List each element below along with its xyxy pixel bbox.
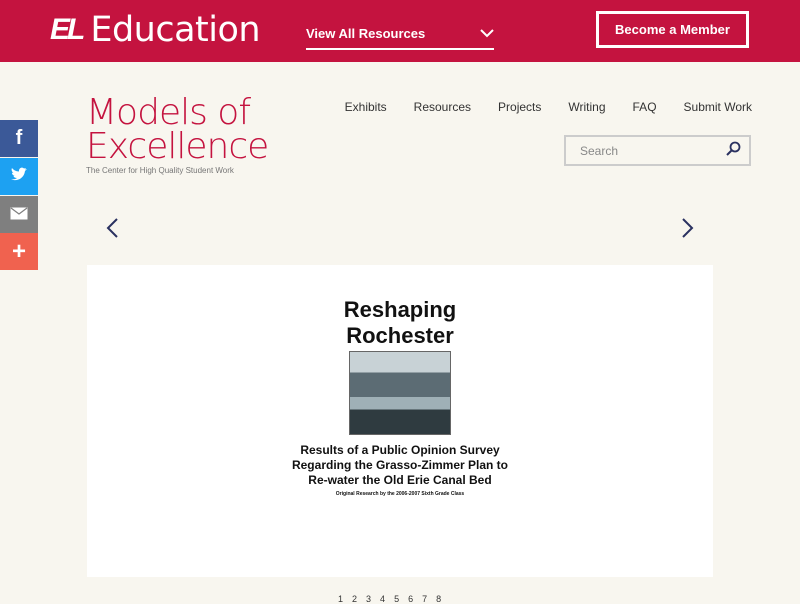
page-6[interactable]: 6 [408, 594, 414, 604]
document-credit: Original Research by the 2006-2007 Sixth Grade Class [335, 491, 465, 497]
search-placeholder: Search [580, 143, 619, 158]
view-all-resources-dropdown[interactable] [306, 22, 494, 50]
email-share-button[interactable] [0, 196, 38, 233]
twitter-icon [10, 167, 28, 187]
chevron-right-icon [680, 216, 696, 240]
carousel-prev-button[interactable] [104, 216, 120, 247]
facebook-share-button[interactable] [0, 120, 38, 157]
carousel-slide[interactable] [87, 265, 713, 577]
brand-title-line2: Excellence [86, 126, 269, 167]
page-2[interactable]: 2 [352, 594, 358, 604]
document-caption: Results of a Public Opinion Survey Regarding the Grasso-Zimmer Plan to Re-water the Old Erie Canal Bed [291, 443, 509, 487]
carousel-next-button[interactable] [680, 216, 696, 247]
chevron-left-icon [104, 216, 120, 240]
share-plus-icon: + [11, 237, 26, 265]
nav-projects[interactable]: Projects [498, 100, 542, 114]
page-1[interactable]: 1 [338, 594, 344, 604]
chevron-down-icon [480, 26, 494, 48]
document-preview [287, 265, 513, 577]
search-input[interactable] [564, 135, 751, 166]
document-title: Reshaping Rochester [343, 297, 457, 348]
nav-exhibits[interactable]: Exhibits [344, 100, 387, 114]
page-8[interactable]: 8 [436, 594, 442, 604]
page-5[interactable]: 5 [394, 594, 400, 604]
search-icon[interactable] [725, 141, 741, 160]
become-member-button[interactable]: Become a Member [596, 11, 749, 48]
facebook-icon: f [15, 127, 23, 149]
canal-photo [349, 351, 451, 435]
logo-text: Education [90, 10, 261, 50]
nav-writing[interactable]: Writing [568, 100, 606, 114]
top-bar [0, 0, 800, 62]
more-share-button[interactable] [0, 233, 38, 270]
main-nav [345, 100, 752, 114]
models-of-excellence-logo[interactable] [86, 92, 269, 175]
page-4[interactable]: 4 [380, 594, 386, 604]
page-3[interactable]: 3 [366, 594, 372, 604]
nav-resources[interactable]: Resources [413, 100, 472, 114]
carousel-pager [338, 594, 441, 604]
brand-title-line1: Models of [86, 92, 250, 133]
el-education-logo[interactable] [50, 10, 260, 50]
dropdown-label: View All Resources [306, 26, 426, 41]
page-7[interactable]: 7 [422, 594, 428, 604]
twitter-share-button[interactable] [0, 158, 38, 195]
logo-mark: EL [50, 13, 83, 46]
nav-faq[interactable]: FAQ [632, 100, 657, 114]
brand-subtitle: The Center for High Quality Student Work [86, 166, 234, 175]
nav-submit-work[interactable]: Submit Work [683, 100, 752, 114]
email-icon [10, 203, 28, 226]
